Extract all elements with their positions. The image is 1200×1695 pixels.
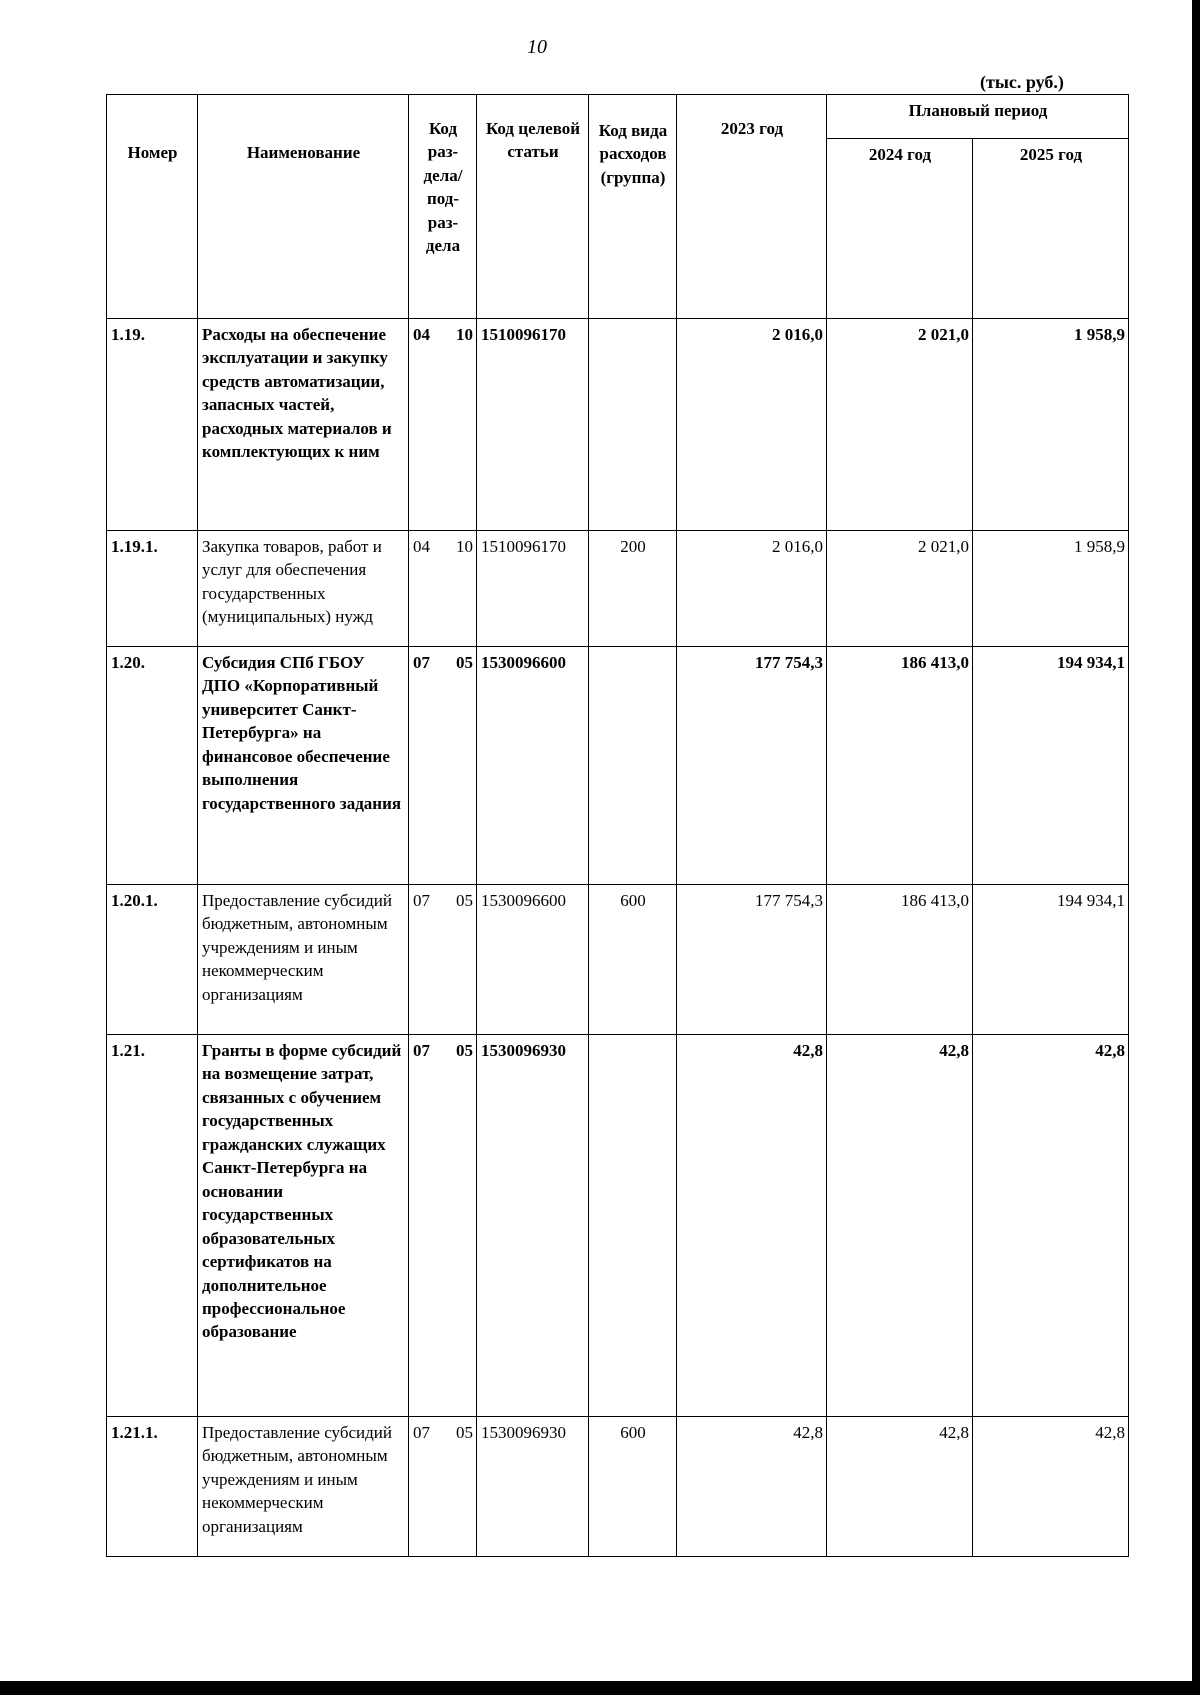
- row-expense-code: 600: [589, 1417, 677, 1557]
- units-label: (тыс. руб.): [980, 72, 1064, 92]
- row-value-2023: 42,8: [677, 1035, 827, 1417]
- row-target-code: 1530096930: [477, 1417, 589, 1557]
- row-value-2025: 194 934,1: [973, 647, 1129, 885]
- table-body: [107, 319, 1129, 1557]
- row-razdel: 07: [413, 653, 430, 672]
- row-target-code: 1510096170: [477, 531, 589, 647]
- scan-edge-bottom: [0, 1681, 1200, 1695]
- row-value-2025: 194 934,1: [973, 885, 1129, 1035]
- row-razdel: 04: [413, 537, 430, 556]
- row-razdel: 04: [413, 325, 430, 344]
- row-section-code: [409, 531, 477, 647]
- row-expense-code: 600: [589, 885, 677, 1035]
- table-row: [107, 885, 1129, 1035]
- row-target-code: 1510096170: [477, 319, 589, 531]
- row-value-2025: 42,8: [973, 1417, 1129, 1557]
- header-number: Номер: [107, 95, 198, 319]
- header-name: Наименование: [198, 95, 409, 319]
- row-name: Расходы на обеспечение эксплуатации и закупку средств автоматизации, запасных частей, расходных материалов и комплектующих к ним: [198, 319, 409, 531]
- row-podrazdel: 05: [456, 653, 473, 672]
- row-expense-code: [589, 647, 677, 885]
- row-target-code: 1530096930: [477, 1035, 589, 1417]
- row-section-code: [409, 1035, 477, 1417]
- row-razdel: 07: [413, 1423, 430, 1442]
- row-number: 1.19.1.: [107, 531, 198, 647]
- header-year-2025: 2025 год: [973, 139, 1129, 319]
- page-number: 10: [527, 36, 547, 58]
- table-row: [107, 531, 1129, 647]
- row-name: Субсидия СПб ГБОУ ДПО «Корпоративный университет Санкт-Петербурга» на финансовое обеспечение выполнения государственного задания: [198, 647, 409, 885]
- row-number: 1.19.: [107, 319, 198, 531]
- row-value-2023: 2 016,0: [677, 319, 827, 531]
- row-podrazdel: 05: [456, 1041, 473, 1060]
- row-value-2025: 42,8: [973, 1035, 1129, 1417]
- table-row: [107, 1417, 1129, 1557]
- row-name: Гранты в форме субсидий на возмещение затрат, связанных с обучением государственных гражданских служащих Санкт-Петербурга на основании государственных образовательных сертификатов на дополнительное профессиональное образование: [198, 1035, 409, 1417]
- row-value-2024: 186 413,0: [827, 885, 973, 1035]
- table-row: [107, 1035, 1129, 1417]
- row-expense-code: [589, 1035, 677, 1417]
- row-value-2023: 177 754,3: [677, 885, 827, 1035]
- row-podrazdel: 10: [456, 537, 473, 556]
- row-value-2023: 177 754,3: [677, 647, 827, 885]
- row-section-code: [409, 1417, 477, 1557]
- row-number: 1.20.: [107, 647, 198, 885]
- row-podrazdel: 05: [456, 1423, 473, 1442]
- row-value-2023: 2 016,0: [677, 531, 827, 647]
- row-section-code: [409, 885, 477, 1035]
- row-name: Предоставление субсидий бюджетным, автономным учреждениям и иным некоммерческим организациям: [198, 885, 409, 1035]
- header-expense-code: Код вида расходов (группа): [589, 95, 677, 319]
- table-row: [107, 319, 1129, 531]
- table-row: [107, 647, 1129, 885]
- row-expense-code: [589, 319, 677, 531]
- row-value-2024: 42,8: [827, 1035, 973, 1417]
- budget-table: [106, 94, 1129, 1557]
- header-year-2023: 2023 год: [677, 95, 827, 319]
- header-row: [107, 95, 1129, 139]
- row-value-2024: 2 021,0: [827, 531, 973, 647]
- row-number: 1.21.1.: [107, 1417, 198, 1557]
- header-section-code: Код раз-дела/ под-раз-дела: [409, 95, 477, 319]
- row-number: 1.20.1.: [107, 885, 198, 1035]
- row-value-2025: 1 958,9: [973, 319, 1129, 531]
- row-value-2023: 42,8: [677, 1417, 827, 1557]
- row-name: Предоставление субсидий бюджетным, автономным учреждениям и иным некоммерческим организациям: [198, 1417, 409, 1557]
- row-value-2024: 186 413,0: [827, 647, 973, 885]
- row-section-code: [409, 647, 477, 885]
- row-value-2025: 1 958,9: [973, 531, 1129, 647]
- row-target-code: 1530096600: [477, 647, 589, 885]
- row-target-code: 1530096600: [477, 885, 589, 1035]
- row-podrazdel: 10: [456, 325, 473, 344]
- row-razdel: 07: [413, 891, 430, 910]
- row-number: 1.21.: [107, 1035, 198, 1417]
- header-planned-period: Плановый период: [827, 95, 1129, 139]
- header-year-2024: 2024 год: [827, 139, 973, 319]
- header-target-code: Код целевой статьи: [477, 95, 589, 319]
- row-section-code: [409, 319, 477, 531]
- scan-edge-right: [1192, 0, 1200, 1695]
- row-value-2024: 2 021,0: [827, 319, 973, 531]
- row-name: Закупка товаров, работ и услуг для обеспечения государственных (муниципальных) нужд: [198, 531, 409, 647]
- row-value-2024: 42,8: [827, 1417, 973, 1557]
- row-razdel: 07: [413, 1041, 430, 1060]
- row-expense-code: 200: [589, 531, 677, 647]
- row-podrazdel: 05: [456, 891, 473, 910]
